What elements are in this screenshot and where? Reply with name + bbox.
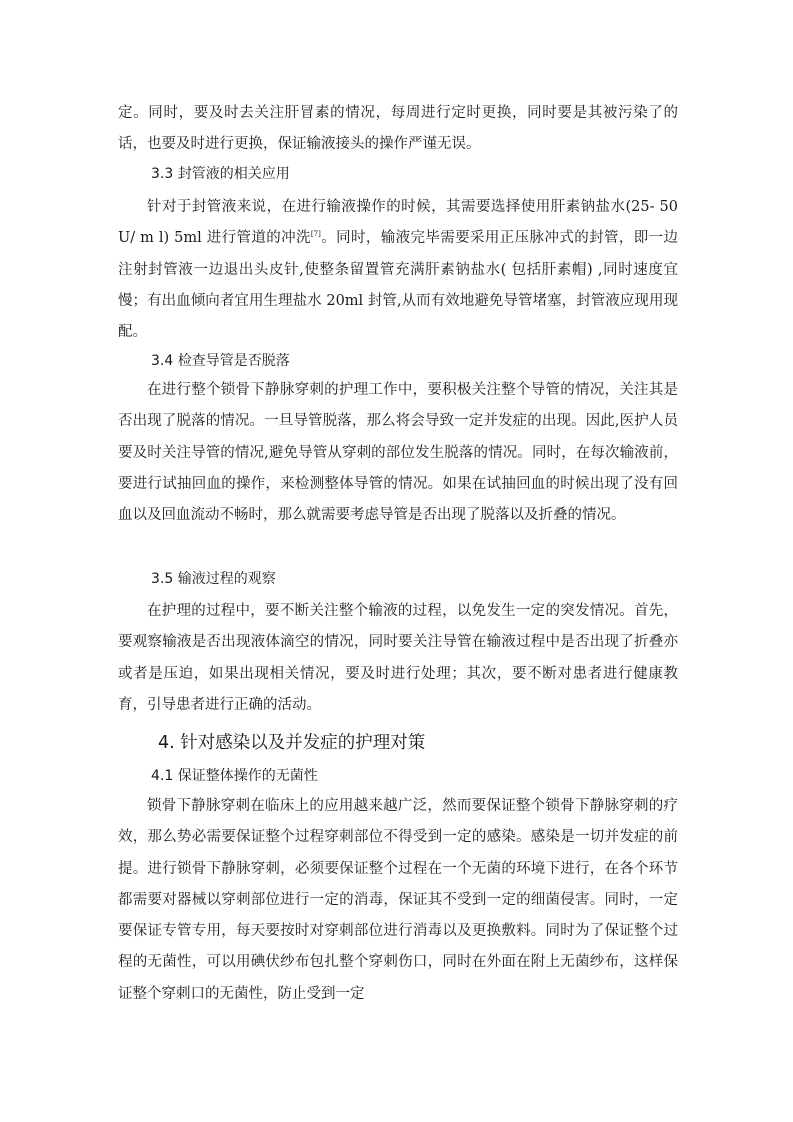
section-heading-3-5 <box>118 569 678 589</box>
heading-text: 3.4 检查导管是否脱落 <box>151 353 290 369</box>
paragraph-text-part-a: 针对于封管液来说，在进行输液操作的时候，其需要选择使用肝素钠盐水(25- 50U/ m l) 5ml 进行管道的冲洗 <box>118 199 678 247</box>
section-heading-4 <box>118 731 678 755</box>
citation-ref: [7] <box>310 230 321 239</box>
paragraph-text: 在护理的过程中，要不断关注整个输液的过程，以免发生一定的突发情况。首先，要观察输液是否出现液体滴空的情况，同时要关注导管在输液过程中是否出现了折叠亦或者是压迫，如果出现相关情况，要及时进行处理；其次，要不断对患者进行健康教育，引导患者进行正确的活动。 <box>118 603 678 713</box>
paragraph-text: 定。同时，要及时去关注肝冒素的情况，每周进行定时更换，同时要是其被污染了的话，也要及时进行更换，保证输液接头的操作严谨无误。 <box>118 105 678 153</box>
heading-text: 3.3 封管液的相关应用 <box>151 166 290 182</box>
paragraph-3-4 <box>118 375 678 531</box>
paragraph-text: 锁骨下静脉穿刺在临床上的应用越来越广泛，然而要保证整个锁骨下静脉穿刺的疗效，那么势必需要保证整个过程穿刺部位不得受到一定的感染。感染是一切并发症的前提。进行锁骨下静脉穿刺，必须要保证整个过程在一个无菌的环境下进行，在各个环节都需要对器械以穿刺部位进行一定的消毒，保证其不受到一定的细菌侵害。同时，一定要保证专管专用，每天要按时对穿刺部位进行消毒以及更换敷料。同时为了保证整个过程的无菌性，可以用碘伏纱布包扎整个穿刺伤口，同时在外面在附上无菌纱布，这样保证整个穿刺口的无菌性，防止受到一定 <box>118 798 678 1002</box>
paragraph-4-1 <box>118 791 678 1010</box>
heading-text: 4.1 保证整体操作的无菌性 <box>151 768 318 784</box>
paragraph-text-part-b: 。同时，输液完毕需要采用正压脉冲式的封管，即一边注射封管液一边退出头皮针,使整条留置管充满肝素钠盐水( 包括肝素帽) ,同时速度宜慢；有出血倾向者宜用生理盐水 20ml 封管,从而有效地避免导管堵塞，封管液应现用现配。 <box>118 230 678 341</box>
paragraph-3-5 <box>118 596 678 721</box>
paragraph-text <box>118 192 678 348</box>
heading-text: 4. 针对感染以及并发症的护理对策 <box>158 733 426 753</box>
paragraph-3-3 <box>118 192 678 348</box>
paragraph-continued <box>118 98 678 161</box>
section-heading-3-4 <box>118 351 678 371</box>
heading-text: 3.5 输液过程的观察 <box>151 571 276 587</box>
paragraph-text: 在进行整个锁骨下静脉穿刺的护理工作中，要积极关注整个导管的情况，关注其是否出现了脱落的情况。一旦导管脱落，那么将会导致一定并发症的出现。因此,医护人员要及时关注导管的情况,避免导管从穿刺的部位发生脱落的情况。同时，在每次输液前，要进行试抽回血的操作，来检测整体导管的情况。如果在试抽回血的时候出现了没有回血以及回血流动不畅时，那么就需要考虑导管是否出现了脱落以及折叠的情况。 <box>118 382 678 524</box>
section-heading-3-3 <box>118 164 678 184</box>
section-heading-4-1 <box>118 766 678 786</box>
